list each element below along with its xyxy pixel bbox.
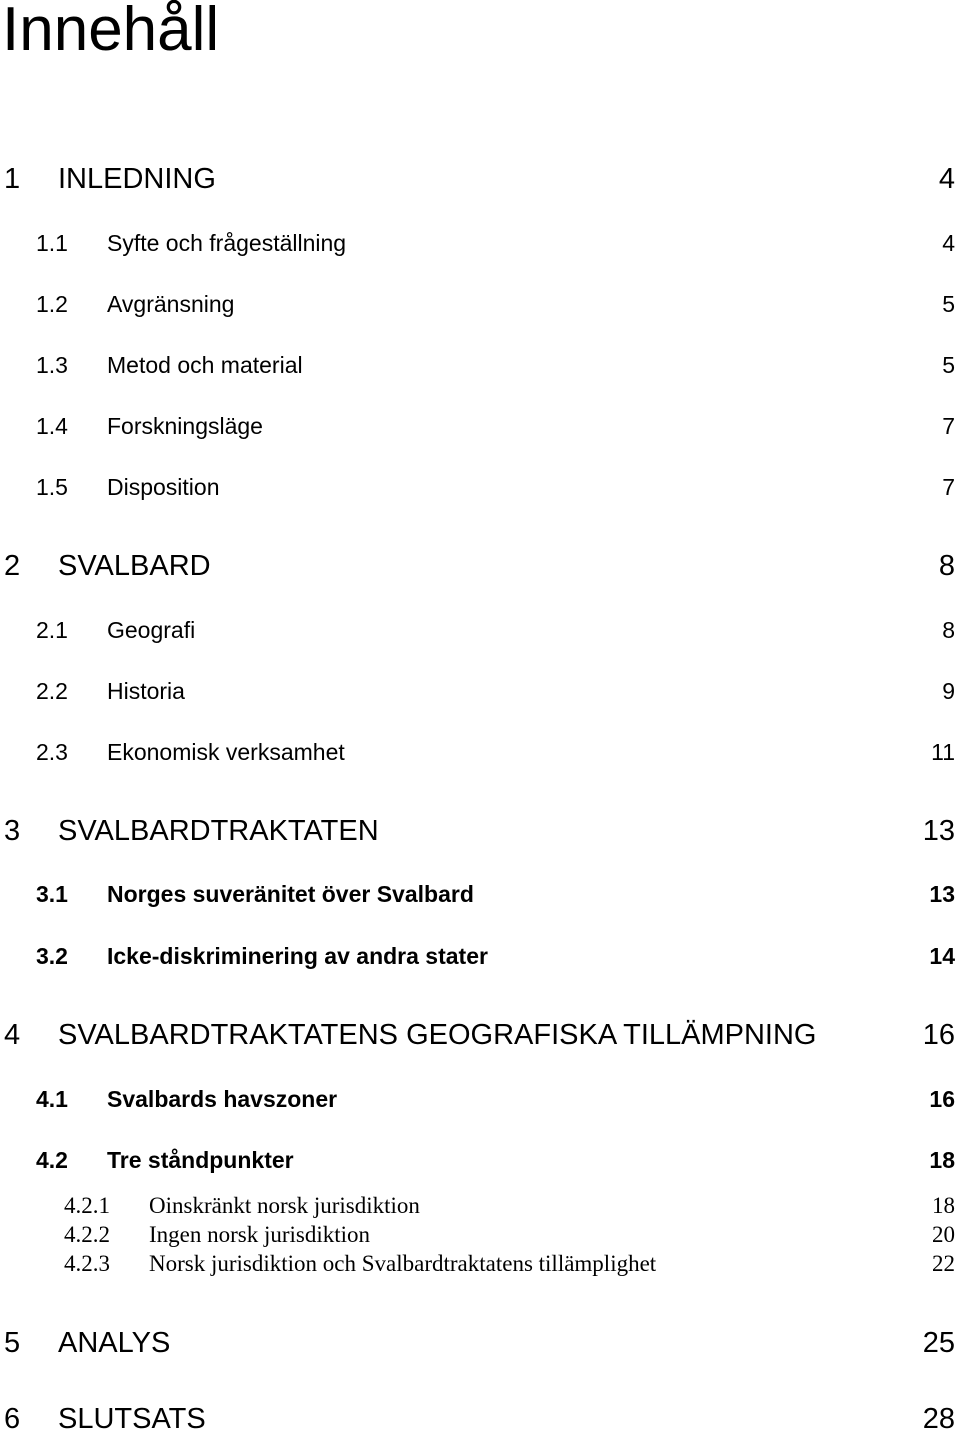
toc-page: 22	[932, 1251, 955, 1276]
toc-number: 1	[4, 163, 21, 195]
page-title: Innehåll	[2, 0, 220, 64]
toc-entry-2[interactable]	[0, 546, 960, 586]
toc-page: 11	[931, 739, 955, 765]
toc-page: 13	[922, 815, 955, 847]
toc-page: 5	[942, 291, 955, 317]
toc-number: 5	[4, 1327, 21, 1359]
toc-entry-4-2-1[interactable]	[0, 1192, 960, 1220]
toc-label: ANALYS	[58, 1327, 171, 1359]
toc-label: Geografi	[107, 617, 196, 643]
toc-entry-4-2[interactable]	[0, 1145, 960, 1175]
toc-number: 3	[4, 815, 21, 847]
toc-label: SVALBARDTRAKTATEN	[58, 815, 379, 847]
toc-page: 20	[932, 1222, 955, 1247]
toc-label: SLUTSATS	[58, 1403, 206, 1435]
toc-label: Avgränsning	[107, 291, 235, 317]
toc-label: Syfte och frågeställning	[107, 230, 347, 256]
toc-page: 4	[938, 163, 955, 195]
toc-number: 1.2	[36, 291, 68, 317]
toc-entry-5[interactable]	[0, 1323, 960, 1363]
toc-entry-1-2[interactable]	[0, 289, 960, 319]
toc-number: 4.1	[36, 1086, 68, 1112]
toc-entry-1[interactable]	[0, 159, 960, 199]
toc-number: 1.4	[36, 413, 68, 439]
toc-label: Icke-diskriminering av andra stater	[107, 943, 488, 969]
toc-label: SVALBARDTRAKTATENS GEOGRAFISKA TILLÄMPNING	[58, 1019, 817, 1051]
toc-number: 3.1	[36, 881, 68, 907]
toc-number: 4.2.3	[64, 1251, 110, 1276]
toc-page: 14	[929, 943, 955, 969]
toc-page: 13	[929, 881, 955, 907]
toc-entry-2-2[interactable]	[0, 676, 960, 706]
toc-number: 3.2	[36, 943, 68, 969]
toc-label: Ingen norsk jurisdiktion	[149, 1222, 371, 1247]
toc-page: 5	[942, 352, 955, 378]
toc-page: 16	[922, 1019, 955, 1051]
toc-entry-3-1[interactable]	[0, 879, 960, 909]
toc-label: Metod och material	[107, 352, 303, 378]
toc-number: 4.2	[36, 1147, 68, 1173]
toc-entry-1-4[interactable]	[0, 411, 960, 441]
toc-label: SVALBARD	[58, 550, 211, 582]
toc-entry-2-3[interactable]	[0, 737, 960, 767]
toc-entry-1-3[interactable]	[0, 350, 960, 380]
toc-entry-4-1[interactable]	[0, 1084, 960, 1114]
toc-page: 16	[929, 1086, 955, 1112]
toc-label: Norsk jurisdiktion och Svalbardtraktatens tillämplighet	[149, 1251, 657, 1276]
toc-entry-4-2-3[interactable]	[0, 1250, 960, 1278]
toc-label: Disposition	[107, 474, 220, 500]
toc-entry-4[interactable]	[0, 1015, 960, 1055]
toc-number: 6	[4, 1403, 21, 1435]
toc-number: 4	[4, 1019, 21, 1051]
toc-page: 9	[942, 678, 955, 704]
toc-label: Ekonomisk verksamhet	[107, 739, 345, 765]
toc-number: 4.2.2	[64, 1222, 110, 1247]
toc-entry-1-1[interactable]	[0, 228, 960, 258]
toc-page: 18	[932, 1193, 955, 1218]
toc-page: 25	[922, 1327, 955, 1359]
toc-page: 18	[929, 1147, 955, 1173]
toc-number: 1.1	[36, 230, 68, 256]
toc-label: INLEDNING	[58, 163, 216, 195]
toc-number: 2.2	[36, 678, 68, 704]
toc-page: 7	[942, 474, 955, 500]
toc-entry-1-5[interactable]	[0, 472, 960, 502]
toc-entry-4-2-2[interactable]	[0, 1221, 960, 1249]
toc-page: 4	[942, 230, 955, 256]
toc-label: Oinskränkt norsk jurisdiktion	[149, 1193, 420, 1218]
toc-number: 2.1	[36, 617, 68, 643]
toc-entry-3[interactable]	[0, 811, 960, 851]
toc-page: 8	[938, 550, 955, 582]
toc-number: 2.3	[36, 739, 68, 765]
toc-number: 2	[4, 550, 21, 582]
toc-page: 8	[942, 617, 955, 643]
toc-entry-3-2[interactable]	[0, 941, 960, 971]
toc-entry-2-1[interactable]	[0, 615, 960, 645]
toc-label: Forskningsläge	[107, 413, 263, 439]
toc-number: 1.5	[36, 474, 68, 500]
toc-label: Historia	[107, 678, 185, 704]
toc-entry-6[interactable]	[0, 1399, 960, 1439]
toc-page: 7	[942, 413, 955, 439]
toc-label: Norges suveränitet över Svalbard	[107, 881, 474, 907]
toc-number: 4.2.1	[64, 1193, 110, 1218]
toc-label: Tre ståndpunkter	[107, 1147, 294, 1173]
toc-page: 28	[922, 1403, 955, 1435]
toc-label: Svalbards havszoner	[107, 1086, 338, 1112]
toc-number: 1.3	[36, 352, 68, 378]
